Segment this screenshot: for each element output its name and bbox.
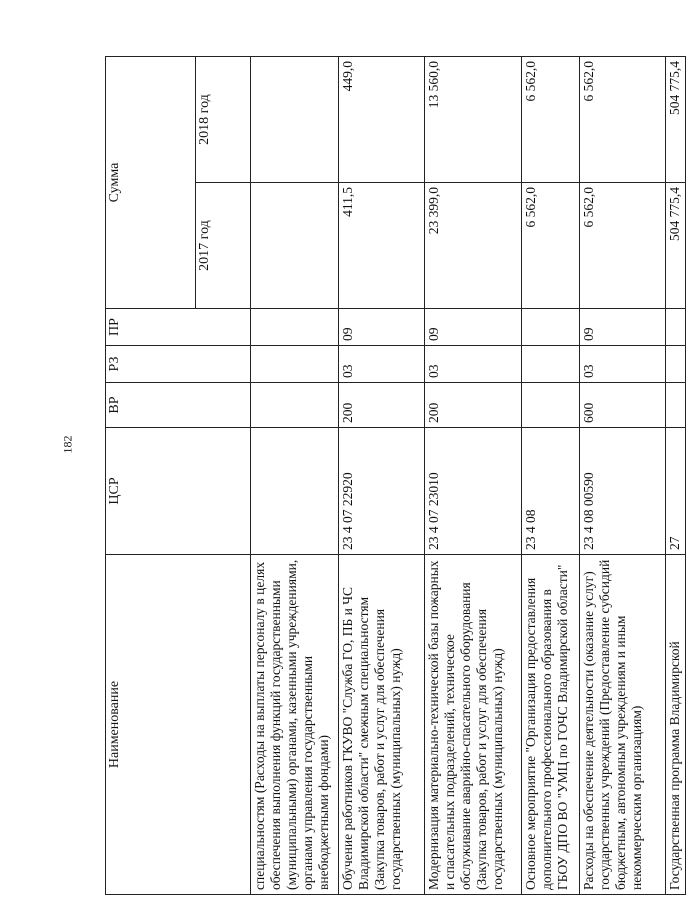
cell-rz (522, 346, 580, 383)
cell-csr: 23 4 07 23010 (425, 428, 522, 555)
cell-pr (251, 309, 339, 346)
cell-2018: 449,0 (339, 57, 425, 183)
cell-pr (666, 309, 686, 346)
cell-csr (251, 428, 339, 555)
cell-2018: 504 775,4 (666, 57, 686, 183)
header-vr: ВР (106, 383, 251, 428)
table-row (339, 57, 425, 895)
cell-csr: 27 (666, 428, 686, 555)
cell-vr: 600 (580, 383, 666, 428)
cell-2018: 6 562,0 (580, 57, 666, 183)
table-row (251, 57, 339, 895)
rotated-table-wrapper (105, 57, 682, 895)
cell-name: Обучение работников ГКУВО "Служба ГО, ПБ и ЧС Владимирской области" смежным специальностям (Закупка товаров, работ и услуг для обеспечения государственных (муниципальных) нужд) (339, 555, 425, 895)
cell-pr: 09 (580, 309, 666, 346)
cell-name: Модернизация материально-технической базы пожарных и спасательных подразделений, техническое обслуживание аварийно-спасательного оборудования (Закупка товаров, работ и услуг для обеспечения государственных (муниципальных) нужд) (425, 555, 522, 895)
cell-rz: 03 (580, 346, 666, 383)
cell-rz (251, 346, 339, 383)
header-year-2018: 2018 год (196, 57, 251, 183)
cell-2017: 6 562,0 (580, 183, 666, 309)
cell-2017: 6 562,0 (522, 183, 580, 309)
cell-pr (522, 309, 580, 346)
header-rz: РЗ (106, 346, 251, 383)
table-row (580, 57, 666, 895)
cell-csr: 23 4 07 22920 (339, 428, 425, 555)
cell-rz: 03 (339, 346, 425, 383)
header-csr: ЦСР (106, 428, 251, 555)
cell-2018 (251, 57, 339, 183)
cell-vr: 200 (425, 383, 522, 428)
cell-2018: 13 560,0 (425, 57, 522, 183)
cell-name: Основное мероприятие "Организация предоставления дополнительного профессионального образования в ГБОУ ДПО ВО "УМЦ по ГОЧС Владимирской области" (522, 555, 580, 895)
cell-vr (251, 383, 339, 428)
table-row (522, 57, 580, 895)
cell-name: специальностям (Расходы на выплаты персоналу в целях обеспечения выполнения функций государственными (муниципальными) органами, казенными учреждениями, органами управления государственными внебюджетными фондами) (251, 555, 339, 895)
cell-2017: 411,5 (339, 183, 425, 309)
cell-2018: 6 562,0 (522, 57, 580, 183)
cell-pr: 09 (339, 309, 425, 346)
page-number: 182 (60, 435, 75, 454)
header-sum: Сумма (106, 57, 196, 309)
cell-vr (666, 383, 686, 428)
cell-pr: 09 (425, 309, 522, 346)
header-year-2017: 2017 год (196, 183, 251, 309)
cell-rz (666, 346, 686, 383)
cell-csr: 23 4 08 00590 (580, 428, 666, 555)
cell-vr (522, 383, 580, 428)
table-row (425, 57, 522, 895)
cell-2017: 504 775,4 (666, 183, 686, 309)
header-name: Наименование (106, 555, 251, 895)
cell-2017: 23 399,0 (425, 183, 522, 309)
cell-vr: 200 (339, 383, 425, 428)
cell-name: Расходы на обеспечение деятельности (оказание услуг) государственных учреждений (Предоставление субсидий бюджетным, автономным учреждениям и иным некоммерческим организациям) (580, 555, 666, 895)
cell-2017 (251, 183, 339, 309)
cell-csr: 23 4 08 (522, 428, 580, 555)
cell-rz: 03 (425, 346, 522, 383)
header-pr: ПР (106, 309, 251, 346)
budget-table (105, 56, 686, 895)
cell-name: Государственная программа Владимирской (666, 555, 686, 895)
header-row (106, 57, 196, 895)
table-row (666, 57, 686, 895)
